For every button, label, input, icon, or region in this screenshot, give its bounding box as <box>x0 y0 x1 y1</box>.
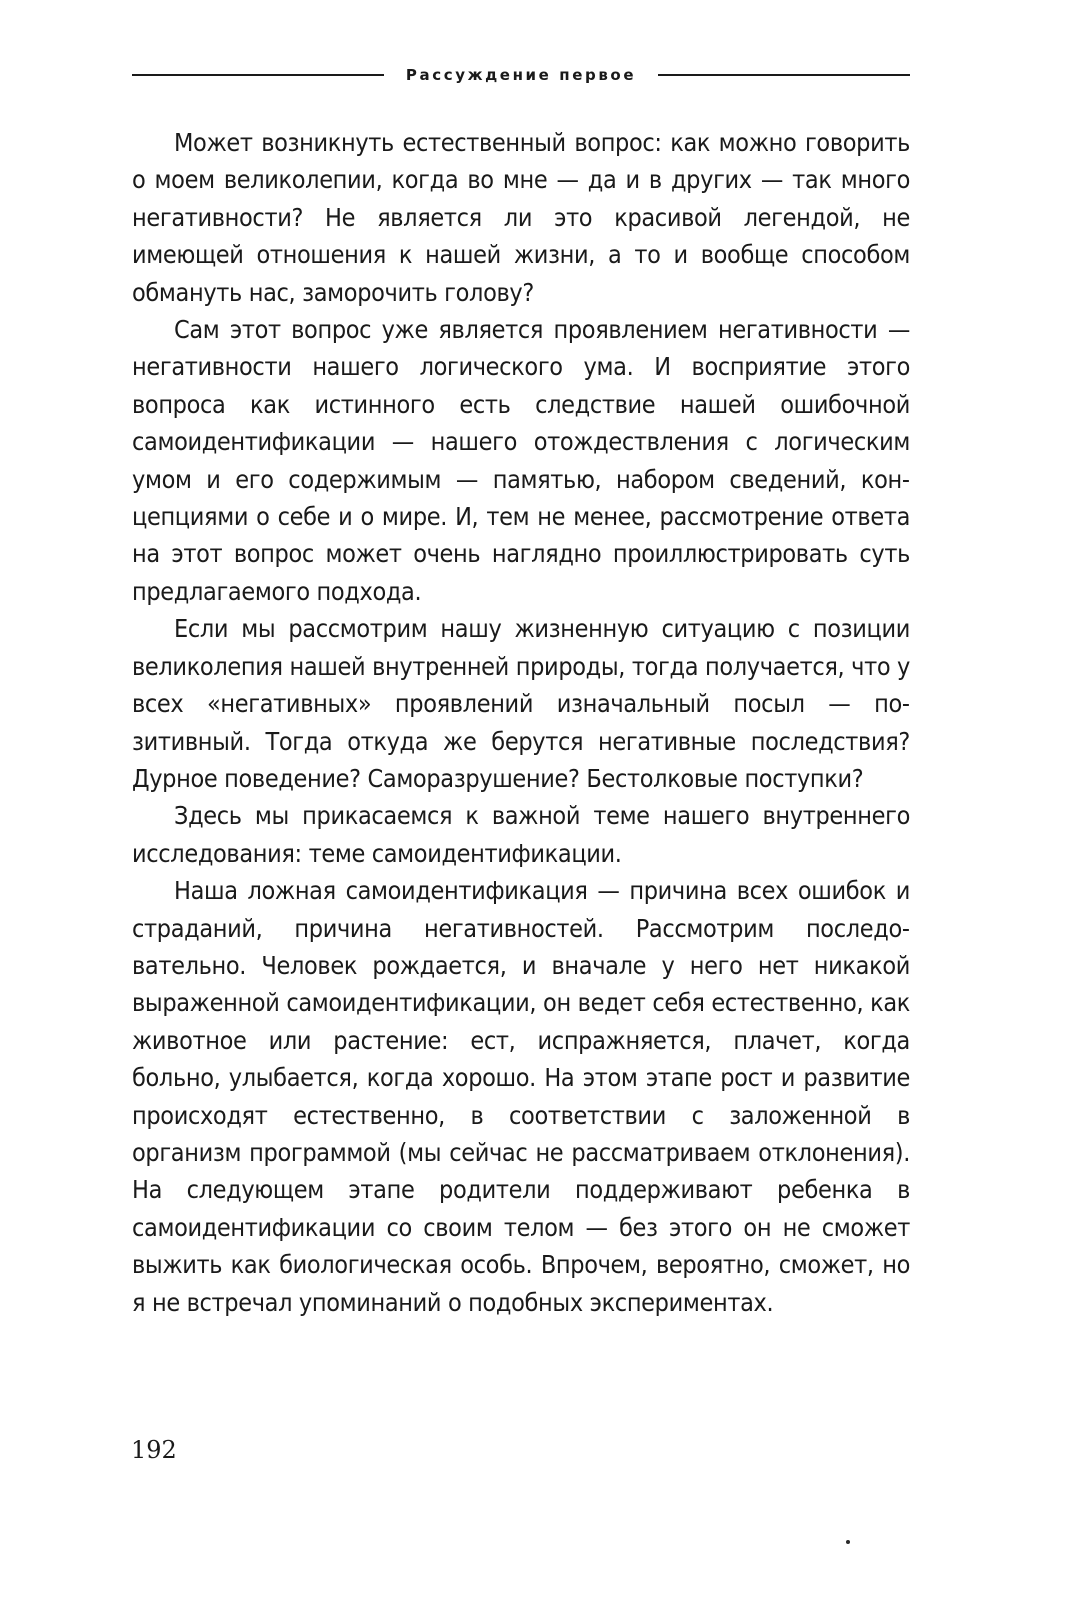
page-number: 192 <box>131 1436 177 1464</box>
print-speck <box>846 1540 850 1544</box>
paragraph-3: Если мы рассмотрим нашу жизненную ситуацию с позиции великолепия нашей внутренней природы, тогда получается, что у всех «негативных» проявлений изначальный посыл — позитивный. Тогда откуда же берутся негативные последствия? Дурное поведение? Саморазрушение? Бестолковые поступки? <box>132 614 910 793</box>
paragraph-4: Здесь мы прикасаемся к важной теме нашего внутреннего исследования: теме самоидентификации. <box>132 801 910 868</box>
paragraph-5: Наша ложная самоидентификация — причина всех ошибок и страданий, причина негативностей. Рассмотрим последовательно. Человек рождается, и вначале у него нет никакой выраженной самоидентификации, он ведет себя естественно, как животное или растение: ест, испражняется, плачет, когда больно, улыбается, когда хорошо. На этом этапе рост и развитие происходят естественно, в соответствии с заложенной в организм программой (мы сейчас не рассматриваем отклонения). На следующем этапе родители поддерживают ребенка в самоидентификации со своим телом — без этого он не сможет выжить как биологическая особь. Впрочем, вероятно, сможет, но я не встречал упоминаний о подобных экспериментах. <box>132 876 910 1317</box>
running-head <box>132 60 910 90</box>
running-head-rule-right <box>658 74 910 76</box>
paragraph-2: Сам этот вопрос уже является проявлением негативности — негативности нашего логического ума. И восприятие этого вопроса как истинного есть следствие нашей ошибочной самоидентификации — нашего отождествления с логическим умом и его содержимым — памятью, набором сведений, концепциями о себе и о мире. И, тем не менее, рассмотрение ответа на этот вопрос может очень наглядно проиллюстрировать суть предлагаемого подхода. <box>132 315 910 606</box>
page-body <box>132 124 910 1321</box>
paragraph-1: Может возникнуть естественный вопрос: как можно говорить о моем великолепии, когда во мне — да и в других — так много негативности? Не является ли это красивой легендой, не имеющей отношения к нашей жизни, а то и вообще способом обмануть нас, заморочить голову? <box>132 128 910 307</box>
running-head-rule-left <box>132 74 384 76</box>
running-head-title: Рассуждение первое <box>405 66 637 84</box>
